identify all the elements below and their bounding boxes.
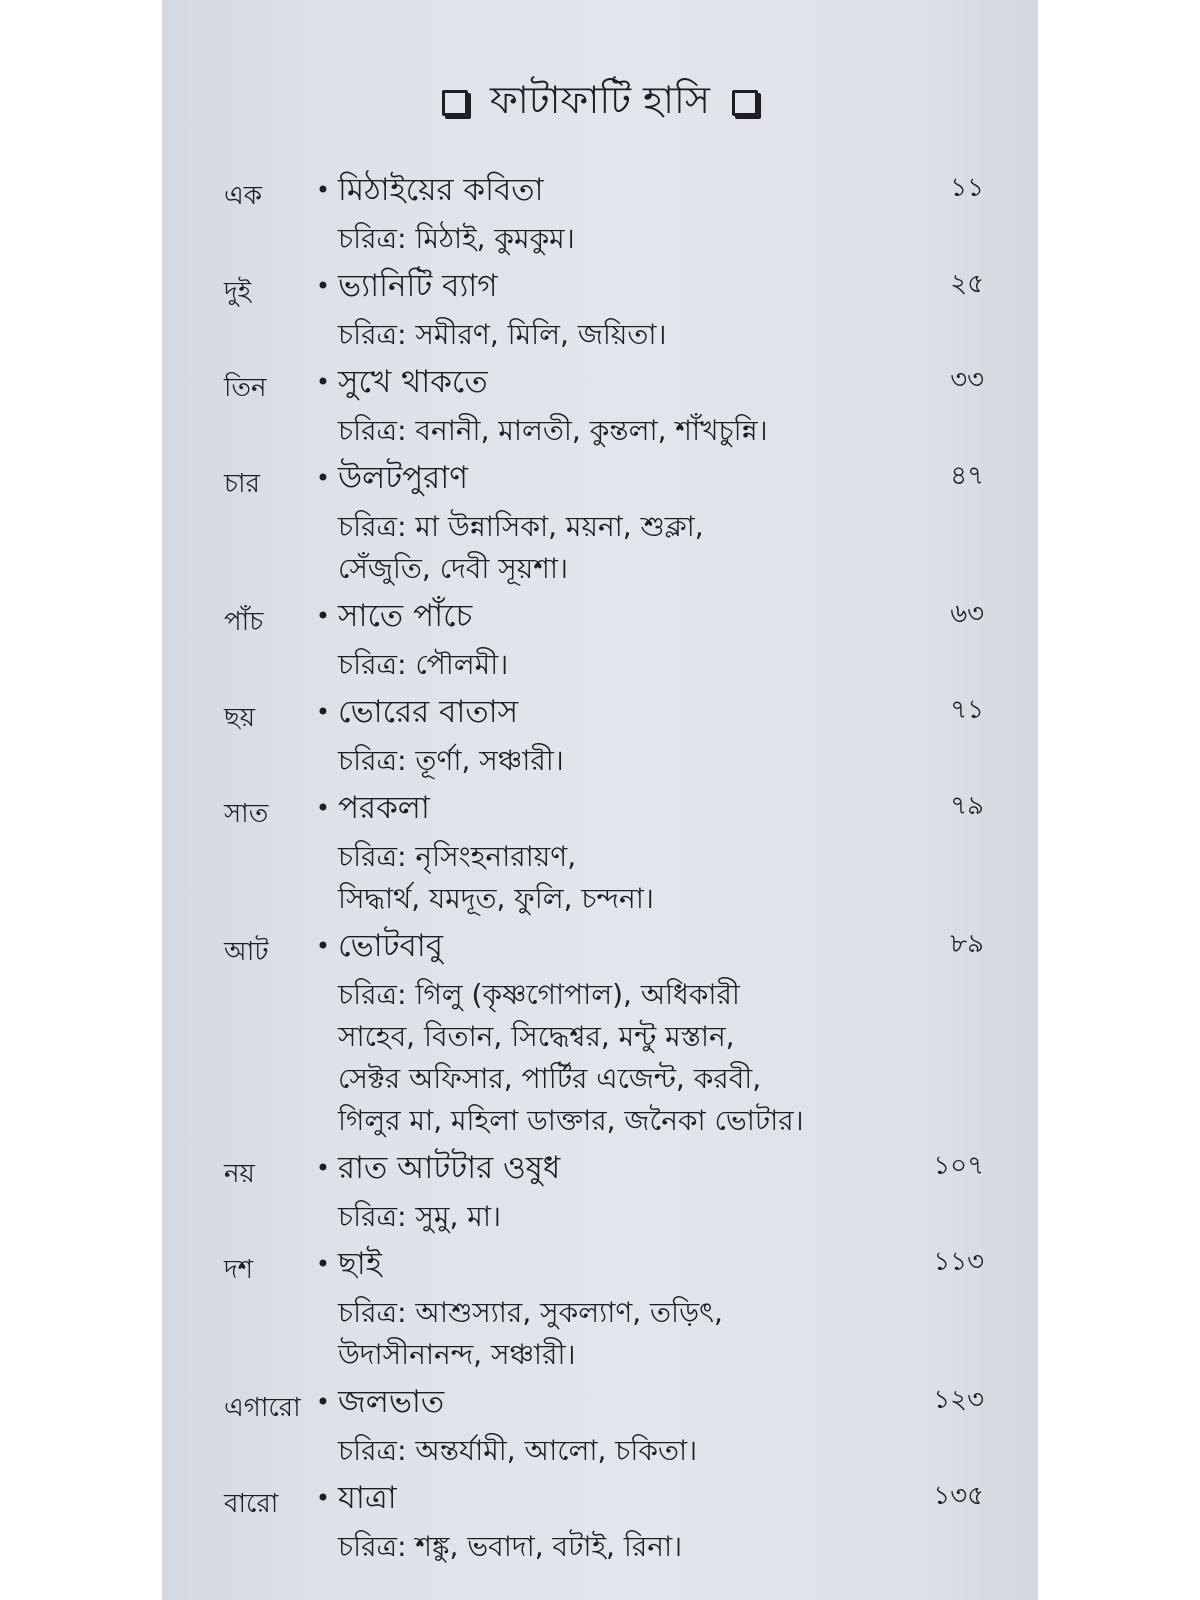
bullet-icon: • bbox=[315, 272, 331, 300]
toc-entry bbox=[224, 594, 984, 690]
page-number: ৭১ bbox=[950, 695, 984, 725]
character-list: চরিত্র: মিঠাই, কুমকুম। bbox=[338, 222, 575, 255]
toc-entry bbox=[224, 690, 984, 786]
story-title: ছাই bbox=[338, 1246, 382, 1282]
entry-number: সাত bbox=[224, 799, 269, 829]
bullet-icon: • bbox=[315, 1250, 331, 1278]
character-list: চরিত্র: আশুস্যার, সুকল্যাণ, তড়িৎ, উদাসীনানন্দ, সঞ্চারী। bbox=[338, 1296, 723, 1371]
entry-number: এক bbox=[224, 181, 262, 211]
toc-entry bbox=[224, 1476, 984, 1572]
character-list: চরিত্র: তূর্ণা, সঞ্চারী। bbox=[338, 744, 564, 777]
story-title: ভোরের বাতাস bbox=[338, 694, 519, 730]
square-bullet-icon bbox=[732, 90, 758, 116]
toc-entry bbox=[224, 168, 984, 264]
story-title: ভ্যানিটি ব্যাগ bbox=[338, 268, 498, 304]
character-list: চরিত্র: বনানী, মালতী, কুন্তলা, শাঁখচুন্নি। bbox=[338, 414, 768, 447]
character-list: চরিত্র: গিলু (কৃষ্ণগোপাল), অধিকারী সাহেব, বিতান, সিদ্ধেশ্বর, মন্টু মস্তান, সেক্টর অফিসার, পার্টির এজেন্ট, করবী, গিলুর মা, মহিলা ডাক্তার, জনৈকা ভোটার। bbox=[338, 978, 804, 1137]
character-list: চরিত্র: অন্তর্যামী, আলো, চকিতা। bbox=[338, 1434, 698, 1467]
bullet-icon: • bbox=[315, 176, 331, 204]
toc-entry bbox=[224, 786, 984, 924]
bullet-icon: • bbox=[315, 932, 331, 960]
story-title: উলটপুরাণ bbox=[338, 460, 468, 496]
entry-number: পাঁচ bbox=[224, 607, 264, 637]
toc-entry bbox=[224, 1380, 984, 1476]
toc-entry bbox=[224, 360, 984, 456]
table-of-contents bbox=[224, 168, 984, 1572]
toc-entry bbox=[224, 1242, 984, 1380]
page-number: ১১৩ bbox=[933, 1247, 984, 1277]
entry-number: নয় bbox=[224, 1159, 255, 1189]
story-title: যাত্রা bbox=[338, 1480, 397, 1516]
page-number: ৩৩ bbox=[950, 365, 984, 395]
toc-entry bbox=[224, 264, 984, 360]
entry-number: দশ bbox=[224, 1255, 254, 1285]
toc-entry bbox=[224, 924, 984, 1146]
story-title: মিঠাইয়ের কবিতা bbox=[338, 172, 544, 208]
page-number: ১০৭ bbox=[933, 1151, 984, 1181]
entry-number: বারো bbox=[224, 1489, 279, 1519]
entry-number: এগারো bbox=[224, 1393, 301, 1423]
story-title: পরকলা bbox=[338, 790, 430, 826]
bullet-icon: • bbox=[315, 602, 331, 630]
page-number: ৭৯ bbox=[950, 791, 984, 821]
bullet-icon: • bbox=[315, 1154, 331, 1182]
bullet-icon: • bbox=[315, 1388, 331, 1416]
page-number: ৪৭ bbox=[950, 461, 984, 491]
character-list: চরিত্র: নৃসিংহনারায়ণ, সিদ্ধার্থ, যমদূত, ফুলি, চন্দনা। bbox=[338, 840, 654, 915]
heading-text: ফাটাফাটি হাসি bbox=[490, 78, 710, 122]
story-title: জলভাত bbox=[338, 1384, 445, 1420]
square-bullet-icon bbox=[442, 90, 468, 116]
bullet-icon: • bbox=[315, 794, 331, 822]
toc-entry bbox=[224, 1146, 984, 1242]
character-list: চরিত্র: শঙ্কু, ভবাদা, বটাই, রিনা। bbox=[338, 1530, 683, 1563]
page-number: ১৩৫ bbox=[933, 1481, 984, 1511]
story-title: সাতে পাঁচে bbox=[338, 598, 473, 634]
character-list: চরিত্র: মা উন্নাসিকা, ময়না, শুক্লা, সেঁজুতি, দেবী সূয়শা। bbox=[338, 510, 704, 585]
page-number: ১১ bbox=[950, 173, 984, 203]
entry-number: তিন bbox=[224, 373, 267, 403]
page-number: ৮৯ bbox=[950, 929, 984, 959]
bullet-icon: • bbox=[315, 1484, 331, 1512]
story-title: সুখে থাকতে bbox=[338, 364, 488, 400]
page-number: ১২৩ bbox=[933, 1385, 984, 1415]
entry-number: চার bbox=[224, 469, 260, 499]
page-number: ২৫ bbox=[950, 269, 984, 299]
page-number: ৬৩ bbox=[950, 599, 984, 629]
bullet-icon: • bbox=[315, 464, 331, 492]
story-title: ভোটবাবু bbox=[338, 928, 444, 964]
story-title: রাত আটটার ওষুধ bbox=[338, 1150, 561, 1186]
entry-number: দুই bbox=[224, 277, 252, 307]
toc-entry bbox=[224, 456, 984, 594]
entry-number: আট bbox=[224, 937, 269, 967]
book-page bbox=[162, 0, 1038, 1600]
character-list: চরিত্র: সুমু, মা। bbox=[338, 1200, 501, 1233]
character-list: চরিত্র: সমীরণ, মিলি, জয়িতা। bbox=[338, 318, 667, 351]
character-list: চরিত্র: পৌলমী। bbox=[338, 648, 509, 681]
entry-number: ছয় bbox=[224, 703, 256, 733]
bullet-icon: • bbox=[315, 698, 331, 726]
bullet-icon: • bbox=[315, 368, 331, 396]
contents-heading bbox=[162, 74, 1038, 126]
